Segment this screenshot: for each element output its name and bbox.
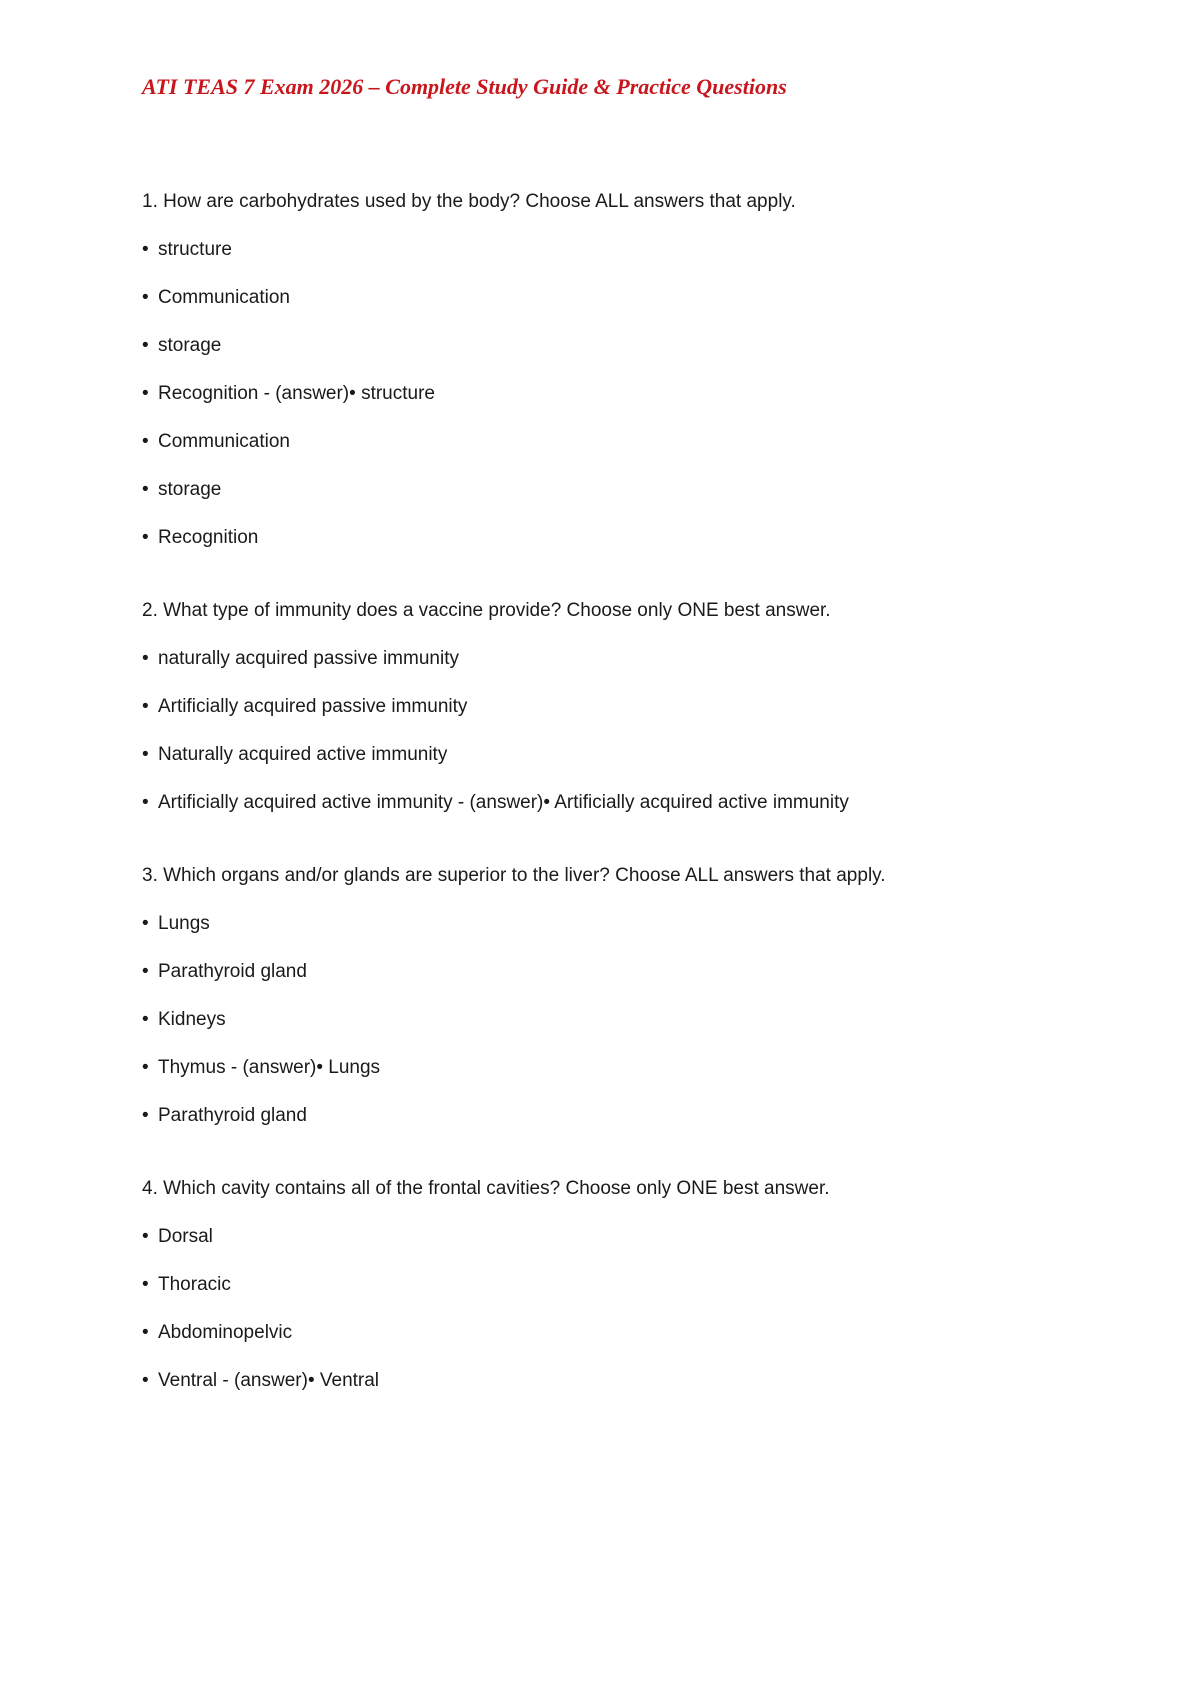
bullet-icon: • bbox=[142, 744, 149, 765]
document-title: ATI TEAS 7 Exam 2026 – Complete Study Guide & Practice Questions bbox=[142, 74, 787, 99]
bullet-icon: • bbox=[142, 1009, 149, 1030]
answer-option bbox=[142, 382, 1142, 406]
question-1 bbox=[142, 190, 1142, 550]
bullet-icon: • bbox=[142, 1057, 149, 1078]
bullet-icon: • bbox=[142, 287, 149, 308]
answer-option bbox=[142, 1104, 1142, 1128]
option-text: Thoracic bbox=[158, 1274, 231, 1295]
option-text: Thymus - (answer)• Lungs bbox=[158, 1057, 381, 1078]
question-text: 3. Which organs and/or glands are superior to the liver? Choose ALL answers that apply. bbox=[142, 865, 886, 886]
answer-option bbox=[142, 912, 1142, 936]
answer-option bbox=[142, 1369, 1142, 1393]
answer-options bbox=[142, 1225, 1142, 1393]
option-text: Lungs bbox=[158, 913, 210, 934]
question-text: 1. How are carbohydrates used by the body? Choose ALL answers that apply. bbox=[142, 191, 796, 212]
answer-option bbox=[142, 1056, 1142, 1080]
answer-option bbox=[142, 238, 1142, 262]
bullet-icon: • bbox=[142, 239, 149, 260]
question-text: 4. Which cavity contains all of the frontal cavities? Choose only ONE best answer. bbox=[142, 1178, 830, 1199]
answer-option bbox=[142, 1321, 1142, 1345]
question-3 bbox=[142, 864, 1142, 1128]
option-text: Parathyroid gland bbox=[158, 1105, 307, 1126]
option-text: Recognition bbox=[158, 527, 259, 548]
bullet-icon: • bbox=[142, 792, 149, 813]
option-text: Communication bbox=[158, 287, 290, 308]
option-text: storage bbox=[158, 479, 222, 500]
bullet-icon: • bbox=[142, 1226, 149, 1247]
bullet-icon: • bbox=[142, 1322, 149, 1343]
answer-option bbox=[142, 1008, 1142, 1032]
option-text: Artificially acquired active immunity - (answer)• Artificially acquired active immunity bbox=[158, 792, 849, 813]
bullet-icon: • bbox=[142, 335, 149, 356]
question-2 bbox=[142, 599, 1142, 815]
question-text: 2. What type of immunity does a vaccine provide? Choose only ONE best answer. bbox=[142, 600, 831, 621]
option-text: Recognition - (answer)• structure bbox=[158, 383, 435, 404]
bullet-icon: • bbox=[142, 1370, 149, 1391]
option-text: Kidneys bbox=[158, 1009, 226, 1030]
question-4 bbox=[142, 1177, 1142, 1393]
answer-option bbox=[142, 526, 1142, 550]
bullet-icon: • bbox=[142, 527, 149, 548]
bullet-icon: • bbox=[142, 696, 149, 717]
option-text: Artificially acquired passive immunity bbox=[158, 696, 468, 717]
bullet-icon: • bbox=[142, 961, 149, 982]
bullet-icon: • bbox=[142, 431, 149, 452]
answer-option bbox=[142, 430, 1142, 454]
bullet-icon: • bbox=[142, 479, 149, 500]
answer-option bbox=[142, 286, 1142, 310]
option-text: naturally acquired passive immunity bbox=[158, 648, 459, 669]
answer-option bbox=[142, 960, 1142, 984]
option-text: storage bbox=[158, 335, 222, 356]
answer-option bbox=[142, 478, 1142, 502]
bullet-icon: • bbox=[142, 648, 149, 669]
answer-options bbox=[142, 647, 1142, 815]
answer-options bbox=[142, 238, 1142, 550]
option-text: Parathyroid gland bbox=[158, 961, 307, 982]
bullet-icon: • bbox=[142, 1105, 149, 1126]
answer-option bbox=[142, 334, 1142, 358]
option-text: Dorsal bbox=[158, 1226, 213, 1247]
answer-option bbox=[142, 1225, 1142, 1249]
answer-option bbox=[142, 1273, 1142, 1297]
bullet-icon: • bbox=[142, 383, 149, 404]
answer-option bbox=[142, 647, 1142, 671]
question-list bbox=[142, 190, 1142, 1442]
answer-options bbox=[142, 912, 1142, 1128]
option-text: Ventral - (answer)• Ventral bbox=[158, 1370, 380, 1391]
option-text: Naturally acquired active immunity bbox=[158, 744, 448, 765]
bullet-icon: • bbox=[142, 913, 149, 934]
answer-option bbox=[142, 791, 1142, 815]
answer-option bbox=[142, 695, 1142, 719]
option-text: Communication bbox=[158, 431, 290, 452]
option-text: Abdominopelvic bbox=[158, 1322, 293, 1343]
bullet-icon: • bbox=[142, 1274, 149, 1295]
answer-option bbox=[142, 743, 1142, 767]
option-text: structure bbox=[158, 239, 232, 260]
